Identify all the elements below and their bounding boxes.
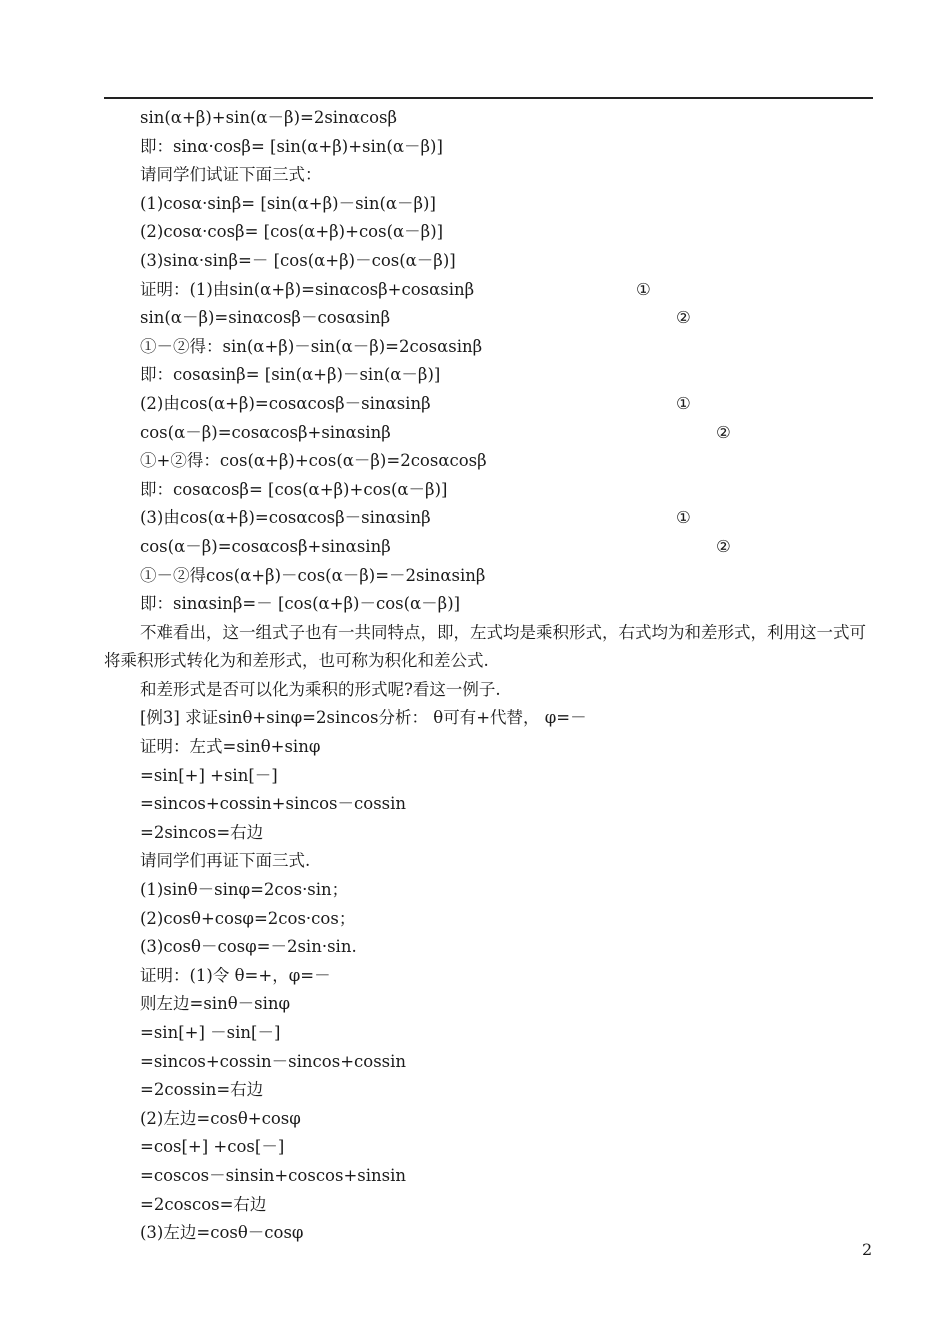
line-text: 请同学们再证下面三式. xyxy=(140,851,311,871)
line-text: (1)cosα·sinβ= [sin(α+β)－sin(α－β)] xyxy=(140,193,436,213)
line-text: (3)cosθ－cosφ=－2sin·sin. xyxy=(140,937,357,957)
line-text: =sin[+] －sin[－] xyxy=(140,1023,281,1042)
line-text: =2sincos=右边 xyxy=(140,822,264,842)
text-line xyxy=(104,990,873,1019)
text-line xyxy=(104,1048,873,1077)
line-text: cos(α－β)=cosαcosβ+sinαsinβ xyxy=(140,422,391,442)
formula-block-2 xyxy=(104,676,873,1248)
line-text: ①+②得：cos(α+β)+cos(α－β)=2cosαcosβ xyxy=(140,451,487,471)
text-line xyxy=(104,1133,873,1162)
line-text: (2)由cos(α+β)=cosαcosβ－sinαsinβ xyxy=(140,393,431,413)
text-line xyxy=(104,1019,873,1048)
equation-marker: ② xyxy=(676,308,691,328)
text-line xyxy=(104,1076,873,1105)
line-text: =2coscos=右边 xyxy=(140,1194,267,1214)
line-text: ①－②得：sin(α+β)－sin(α－β)=2cosαsinβ xyxy=(140,336,483,356)
text-line xyxy=(104,447,873,476)
header-rule xyxy=(104,97,873,99)
line-text: ①－②得cos(α+β)－cos(α－β)=－2sinαsinβ xyxy=(140,565,486,585)
text-line xyxy=(104,1191,873,1220)
equation-marker: ② xyxy=(716,422,731,442)
text-line xyxy=(104,1219,873,1248)
text-line xyxy=(104,390,873,419)
text-line xyxy=(104,876,873,905)
equation-marker: ① xyxy=(636,279,651,299)
line-text: 则左边=sinθ－sinφ xyxy=(140,994,291,1014)
line-text: 证明：(1)令 θ=+，φ=－ xyxy=(140,965,331,985)
line-text: 请同学们试证下面三式： xyxy=(140,165,322,185)
line-text: cos(α－β)=cosαcosβ+sinαsinβ xyxy=(140,536,391,556)
line-text: (2)cosθ+cosφ=2cos·cos； xyxy=(140,908,356,928)
text-line xyxy=(104,1162,873,1191)
line-text: =sin[+] +sin[－] xyxy=(140,765,278,785)
line-text: =2cossin=右边 xyxy=(140,1080,264,1100)
text-line xyxy=(104,933,873,962)
text-line xyxy=(104,247,873,276)
text-line xyxy=(104,562,873,591)
document-body xyxy=(104,104,873,1248)
text-line xyxy=(104,133,873,162)
text-line xyxy=(104,104,873,133)
text-line xyxy=(104,905,873,934)
equation-marker: ① xyxy=(676,508,691,528)
equation-marker: ① xyxy=(676,393,691,413)
line-text: 即：sinαsinβ=－ [cos(α+β)－cos(α－β)] xyxy=(140,594,461,614)
text-line xyxy=(104,1105,873,1134)
text-line xyxy=(104,533,873,562)
text-line xyxy=(104,847,873,876)
line-text: (2)cosα·cosβ= [cos(α+β)+cos(α－β)] xyxy=(140,222,444,242)
line-text: (3)左边=cosθ－cosφ xyxy=(140,1223,304,1243)
text-line xyxy=(104,590,873,619)
text-line xyxy=(104,790,873,819)
text-line xyxy=(104,276,873,305)
text-line xyxy=(104,190,873,219)
line-text: sin(α+β)+sin(α－β)=2sinαcosβ xyxy=(140,108,398,127)
page-number: 2 xyxy=(862,1240,873,1259)
line-text: sin(α－β)=sinαcosβ－cosαsinβ xyxy=(140,308,391,328)
line-text: 证明：左式=sinθ+sinφ xyxy=(140,737,321,757)
line-text: [例3] 求证sinθ+sinφ=2sincos分析： θ可有+代替， φ=－ xyxy=(140,708,587,728)
text-line xyxy=(104,161,873,190)
text-line xyxy=(104,333,873,362)
text-line xyxy=(104,676,873,705)
line-text: (3)由cos(α+β)=cosαcosβ－sinαsinβ xyxy=(140,508,431,528)
line-text: =sincos+cossin+sincos－cossin xyxy=(140,794,407,814)
text-line xyxy=(104,419,873,448)
line-text: 即：sinα·cosβ= [sin(α+β)+sin(α－β)] xyxy=(140,136,443,156)
line-text: =coscos－sinsin+coscos+sinsin xyxy=(140,1165,407,1185)
line-text: =cos[+] +cos[－] xyxy=(140,1137,285,1157)
text-line xyxy=(104,504,873,533)
text-line xyxy=(104,476,873,505)
line-text: =sincos+cossin－sincos+cossin xyxy=(140,1051,407,1071)
text-line xyxy=(104,733,873,762)
equation-marker: ② xyxy=(716,536,731,556)
text-line xyxy=(104,361,873,390)
formula-block-1 xyxy=(104,104,873,619)
text-line xyxy=(104,704,873,733)
line-text: 证明：(1)由sin(α+β)=sinαcosβ+cosαsinβ xyxy=(140,279,475,299)
text-line xyxy=(104,819,873,848)
text-line xyxy=(104,304,873,333)
line-text: (3)sinα·sinβ=－ [cos(α+β)－cos(α－β)] xyxy=(140,250,456,270)
line-text: (2)左边=cosθ+cosφ xyxy=(140,1108,301,1128)
line-text: 即：cosαcosβ= [cos(α+β)+cos(α－β)] xyxy=(140,479,448,499)
line-text: (1)sinθ－sinφ=2cos·sin； xyxy=(140,880,349,900)
line-text: 即：cosαsinβ= [sin(α+β)－sin(α－β)] xyxy=(140,365,441,385)
summary-paragraph: 不难看出，这一组式子也有一共同特点，即，左式均是乘积形式，右式均为和差形式，利用这一式可将乘积形式转化为和差形式，也可称为积化和差公式. xyxy=(104,622,866,671)
text-line xyxy=(104,962,873,991)
text-line xyxy=(104,218,873,247)
line-text: 和差形式是否可以化为乘积的形式呢?看这一例子. xyxy=(140,679,501,699)
text-line xyxy=(104,762,873,791)
